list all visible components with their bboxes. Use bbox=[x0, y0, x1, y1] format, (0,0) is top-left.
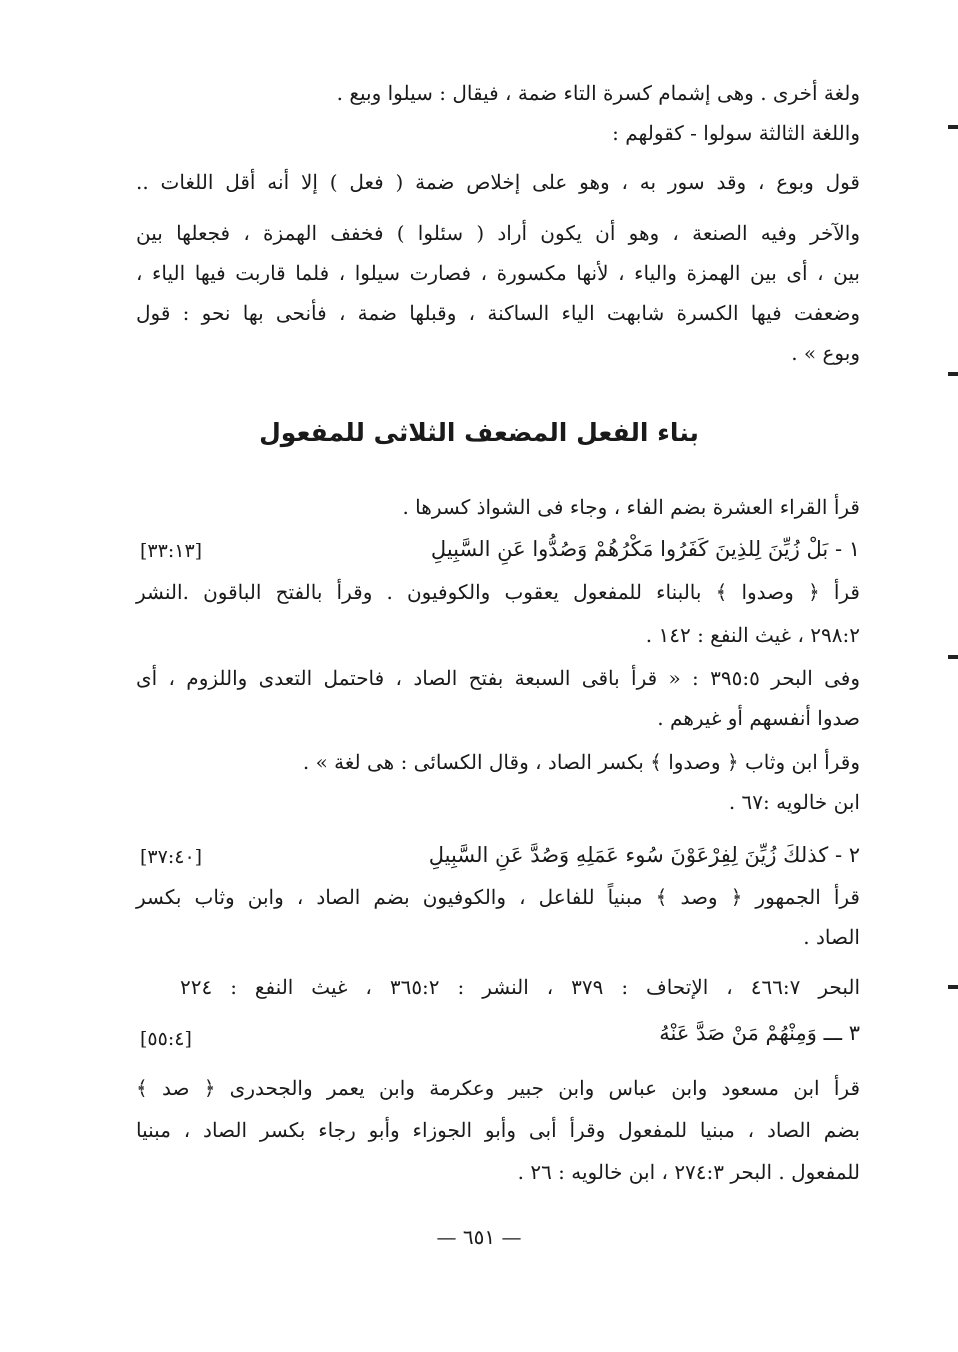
text-line: والآخر وفيه الصنعة ، وهو أن يكون أراد ( سئلوا ) فخفف الهمزة ، فجعلها بين bbox=[136, 221, 860, 245]
commentary-line: الصاد . bbox=[803, 925, 860, 949]
text-line: وضعفت فيها الكسرة شابهت الياء الساكنة ، وقبلها ضمة ، فأنحى بها نحو : قول bbox=[136, 301, 860, 325]
commentary-line: وقرأ ابن وثاب ﴿ وصدوا ﴾ بكسر الصاد ، وقال الكسائى : هى لغة » . bbox=[302, 750, 860, 774]
verse-3: ٣ ـــ وَمِنْهُمْ مَنْ صَدَّ عَنْهُ bbox=[659, 1021, 860, 1045]
verse-3-reference: [٥٥:٤] bbox=[140, 1028, 192, 1050]
scan-edge-mark bbox=[948, 655, 958, 659]
scan-edge-mark bbox=[948, 372, 958, 376]
page-number: — ٦٥١ — bbox=[436, 1225, 522, 1249]
text-line: قول وبوع ، وقد سور به ، وهو على إخلاص ضمة ( فعل ) إلا أنه أقل اللغات .. bbox=[136, 170, 860, 194]
section-heading: بناء الفعل المضعف الثلاثى للمفعول bbox=[259, 418, 699, 447]
verse-1-reference: [٣٣:١٣] bbox=[140, 540, 203, 562]
commentary-line: وفى البحر ٣٩٥:٥ : « قرأ باقى السبعة بفتح الصاد ، فاحتمل التعدى واللزوم ، أى bbox=[136, 666, 861, 690]
commentary-line: ابن خالويه :٦٧ . bbox=[728, 790, 860, 814]
scan-edge-mark bbox=[948, 125, 958, 129]
text-line: ولغة أخرى . وهى إشمام كسرة التاء ضمة ، فيقال : سيلوا وبيع . bbox=[336, 81, 860, 105]
verse-1: ١ - بَلْ زُيِّنَ لِلذِينَ كَفَرُوا مَكْرُهُمْ وَصُدُّوا عَنِ السَّبِيلِ bbox=[430, 537, 860, 561]
verse-2: ٢ - كذلكَ زُيِّنَ لِفِرْعَوْنَ سُوء عَمَلِهِ وَصُدَّ عَنِ السَّبِيلِ bbox=[428, 843, 860, 867]
commentary-line: قرأ الجمهور ﴿ وصد ﴾ مبنياً للفاعل ، والكوفيون بضم الصاد ، وابن وثاب بكسر bbox=[136, 885, 860, 909]
commentary-line: البحر ٤٦٦:٧ ، الإتحاف : ٣٧٩ ، النشر : ٣٦٥:٢ ، غيث النفع : ٢٢٤ bbox=[180, 975, 861, 999]
commentary-line: بضم الصاد ، مبنيا للمفعول وقرأ أبى وأبو الجوزاء وأبو رجاء بكسر الصاد ، مبنيا bbox=[136, 1118, 860, 1142]
commentary-line: قرأ ابن مسعود وابن عباس وابن جبير وعكرمة وابن يعمر والجحدرى ﴿ صد ﴾ bbox=[136, 1076, 860, 1100]
verse-2-reference: [٣٧:٤٠] bbox=[140, 846, 203, 868]
commentary-line: للمفعول . البحر ٢٧٤:٣ ، ابن خالويه : ٢٦ . bbox=[517, 1160, 860, 1184]
text-line: واللغة الثالثة سولوا - كقولهم : bbox=[612, 121, 860, 145]
scan-edge-mark bbox=[948, 985, 958, 989]
commentary-line: قرأ ﴿ وصدوا ﴾ بالبناء للمفعول يعقوب والكوفيون . وقرأ بالفتح الباقون .النشر bbox=[136, 580, 860, 604]
commentary-line: صدوا أنفسهم أو غيرهم . bbox=[657, 706, 860, 730]
text-line: بين ، أى بين الهمزة والياء ، لأنها مكسورة ، فصارت سيلوا ، فلما قاربت فيها الياء ، bbox=[136, 261, 860, 285]
commentary-line: ٢٩٨:٢ ، غيث النفع : ١٤٢ . bbox=[645, 623, 860, 647]
intro-line: قرأ القراء العشرة بضم الفاء ، وجاء فى الشواذ كسرها . bbox=[402, 495, 860, 519]
text-line: وبوع » . bbox=[791, 341, 860, 365]
